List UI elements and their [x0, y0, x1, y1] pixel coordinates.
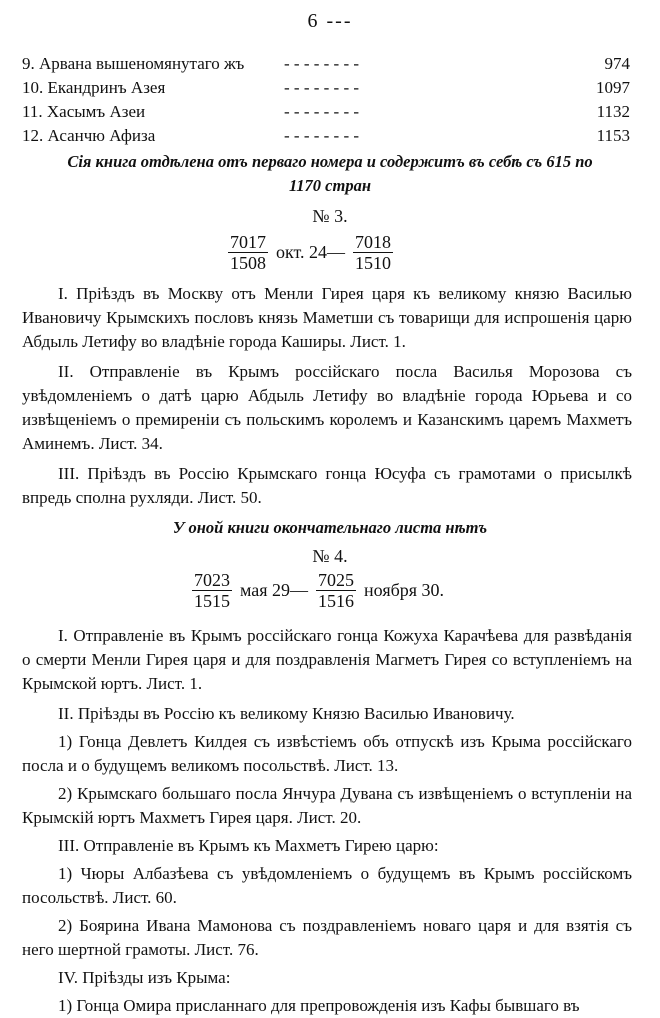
book-note: У оной книги окончательнаго листа нѣтъ — [172, 518, 488, 537]
book3-heading: № 3. — [312, 206, 348, 226]
toc-page: 974 — [604, 54, 630, 73]
toc-label: 9. Арвана вышеномянутаго жъ — [22, 54, 245, 73]
year-bottom: 1510 — [355, 253, 392, 273]
paragraph: III. Пріѣздъ въ Россію Крымскаго гонца Юсуфа съ грамотами о присылкѣ впредь сполна рухляди. Лист. 50. — [22, 464, 632, 507]
book3-date-range — [228, 232, 393, 273]
toc-row — [22, 78, 630, 100]
year-top: 7023 — [194, 570, 230, 590]
toc-dots: - - - - - - - - — [284, 54, 360, 73]
year-bottom: 1508 — [230, 253, 266, 273]
paragraph: 1) Гонца Омира присланнаго для препровожденія изъ Кафы бывшаго въ — [58, 996, 580, 1015]
paragraph: III. Отправленіе въ Крымъ къ Махметъ Гирею царю: — [58, 836, 439, 855]
paragraph: IV. Пріѣзды изъ Крыма: — [58, 968, 231, 987]
date-fraction — [353, 232, 393, 273]
paragraph: I. Отправленіе въ Крымъ россійскаго гонца Кожуха Карачѣева для развѣданія о смерти Менли Гирея царя и для поздравленія Магметъ Гирея со вступленіемъ на Крымской юртъ. Лист. 1. — [22, 626, 632, 693]
paragraph: I. Пріѣздъ въ Москву отъ Менли Гирея царя къ великому князю Василью Ивановичу Крымскихъ пословъ князь Маметши съ товарищи для испрошенія царю Абдыль Летифу во владѣніе города Каширы. Лист. 1. — [22, 284, 632, 351]
paragraph: II. Отправленіе въ Крымъ россійскаго посла Василья Морозова съ увѣдомленіемъ о датѣ царю Абдыль Летифу во владѣніе города Юрьева и со извѣщеніемъ о премиреніи съ польскимъ королемъ и Казанскимъ царемъ Махметъ Аминемъ. Лист. 34. — [22, 362, 632, 453]
toc-dots: - - - - - - - - — [284, 78, 360, 97]
date-fraction — [228, 232, 268, 273]
date-text: ноября 30. — [364, 580, 445, 600]
toc-label: 11. Хасымъ Азеи — [22, 102, 146, 121]
book-note: Сія книга отдѣлена отъ перваго номера и содержитъ въ себѣ съ 615 по 1170 стран — [67, 152, 593, 195]
paragraph: 1) Чюры Албазѣева съ увѣдомленіемъ о будущемъ въ Крымъ россійскомъ посольствѣ. Лист. 60. — [22, 864, 632, 907]
date-text: окт. 24— — [276, 242, 346, 262]
year-bottom: 1516 — [318, 591, 355, 611]
toc-label: 10. Екандринъ Азея — [22, 78, 166, 97]
toc-row — [22, 102, 630, 124]
book4-paragraphs — [22, 624, 632, 1018]
date-fraction — [192, 570, 232, 611]
book3-paragraphs — [22, 282, 632, 510]
book4-date-range — [192, 570, 452, 611]
year-top: 7025 — [318, 570, 355, 590]
year-top: 7017 — [230, 232, 266, 252]
toc-page: 1153 — [596, 126, 630, 145]
year-top: 7018 — [355, 232, 392, 252]
book4-heading: № 4. — [312, 546, 348, 566]
page-number: 6 --- — [307, 10, 353, 32]
paragraph: 1) Гонца Девлетъ Килдея съ извѣстіемъ объ отпускѣ изъ Крыма россійскаго посла и о будущемъ великомъ посольствѣ. Лист. 13. — [22, 732, 632, 775]
year-bottom: 1515 — [194, 591, 230, 611]
toc-row — [22, 126, 630, 148]
toc-label: 12. Асанчю Афиза — [22, 126, 156, 145]
paragraph: 2) Крымскаго большаго посла Янчура Дувана съ извѣщеніемъ о вступленіи на Крымскій юртъ Махметъ Гирея царя. Лист. 20. — [22, 784, 632, 827]
toc-dots: - - - - - - - - — [284, 102, 360, 121]
date-fraction — [316, 570, 356, 611]
date-text: мая 29— — [240, 580, 309, 600]
paragraph: II. Пріѣзды въ Россію къ великому Князю Василью Ивановичу. — [58, 704, 515, 723]
toc-row — [22, 54, 630, 76]
toc-page: 1097 — [596, 78, 630, 97]
toc-dots: - - - - - - - - — [284, 126, 360, 145]
paragraph: 2) Боярина Ивана Мамонова съ поздравленіемъ новаго царя и для взятія съ него шертной грамоты. Лист. 76. — [22, 916, 632, 959]
toc-page: 1132 — [596, 102, 630, 121]
